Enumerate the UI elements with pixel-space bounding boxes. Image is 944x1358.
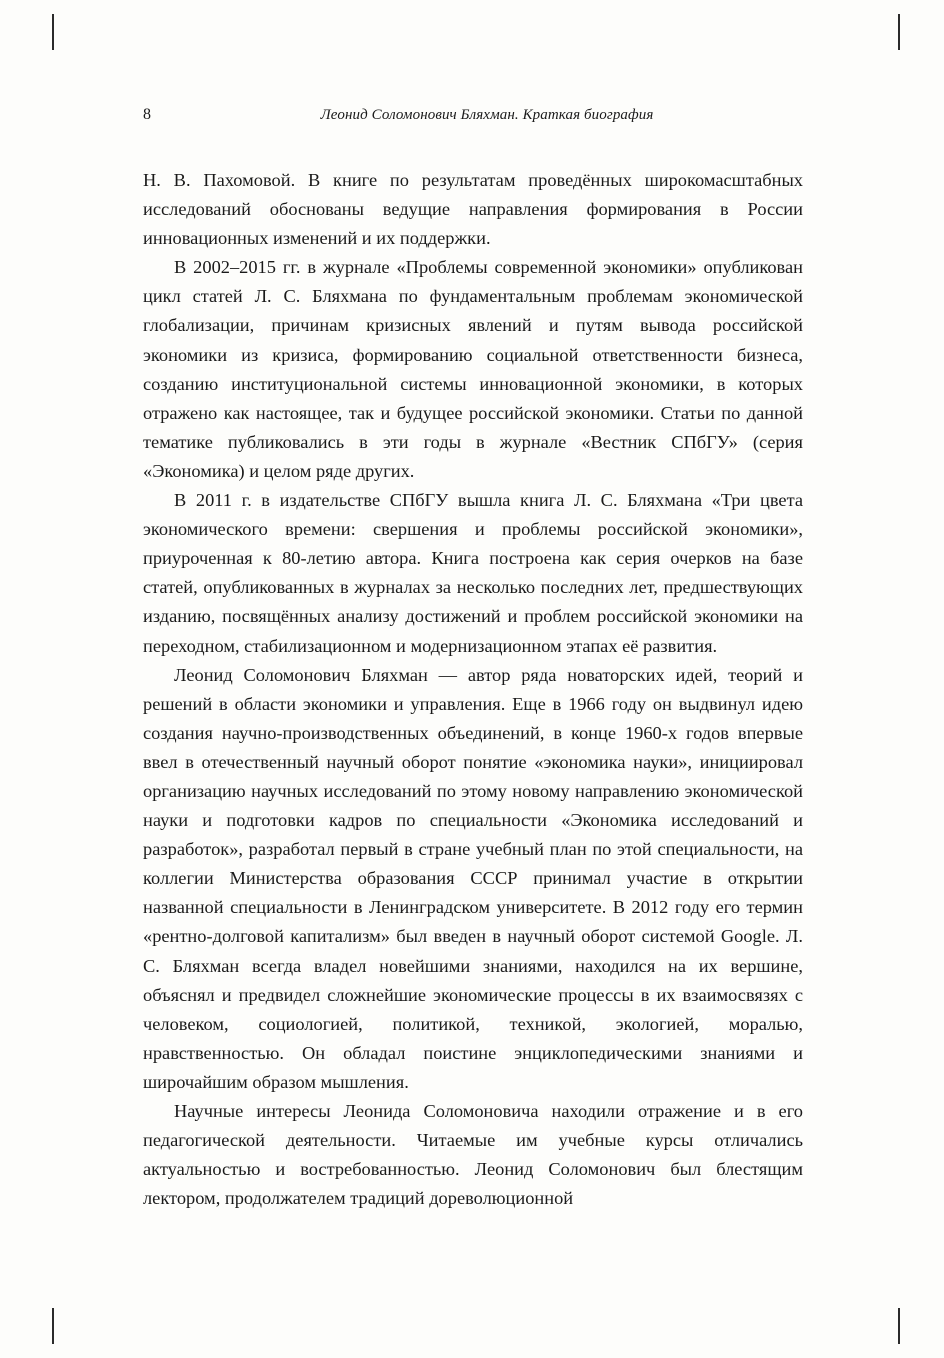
paragraph: Леонид Соломонович Бляхман — автор ряда новаторских идей, теорий и решений в области экономики и управления. Еще в 1966 году он выдвинул идею создания научно-производственных объединений, в конце 1960-х годов впервые ввел в отечественный научный оборот понятие «экономика науки», инициировал организацию научных исследований по этому новому направлению экономической науки и подготовки кадров по специальности «Экономика исследований и разработок», разработал первый в стране учебный план по этой специальности, на коллегии Министерства образования СССР принимал участие в открытии названной специальности в Ленинградском университете. В 2012 году его термин «рентно-долговой капитализм» был введен в научный оборот системой Google. Л. С. Бляхман всегда владел новейшими знаниями, находился на их вершине, объяснял и предвидел сложнейшие экономические процессы в их взаимосвязях с человеком, социологией, политикой, техникой, экологией, моралью, нравственностью. Он обладал поистине энциклопедическими знаниями и широчайшим образом мышления.: [143, 664, 803, 1092]
running-head: [143, 106, 803, 124]
running-head-title: Леонид Соломонович Бляхман. Краткая биография: [320, 107, 654, 123]
page-content: [143, 0, 803, 1213]
paragraph: В 2002–2015 гг. в журнале «Проблемы современной экономики» опубликован цикл статей Л. С. Бляхмана по фундаментальным проблемам экономической глобализации, причинам кризисных явлений и путям вывода российской экономики из кризиса, формированию социальной ответственности бизнеса, созданию институциональной системы инновационной экономики, в которых отражено как настоящее, так и будущее российской экономики. Статьи по данной тематике публиковались в эти годы в журнале «Вестник СПбГУ» (серия «Экономика) и целом ряде других.: [143, 257, 803, 481]
paragraph: Научные интересы Леонида Соломоновича находили отражение и в его педагогической деятельности. Читаемые им учебные курсы отличались актуальностью и востребованностью. Леонид Соломонович был блестящим лектором, продолжателем традиций дореволюционной: [143, 1101, 803, 1209]
crop-mark-top-left: [52, 14, 54, 50]
paragraph: Н. В. Пахомовой. В книге по результатам проведённых широкомасштабных исследований обоснованы ведущие направления формирования в России инновационных изменений и их поддержки.: [143, 170, 803, 249]
page-number: 8: [143, 106, 151, 123]
crop-mark-bottom-left: [52, 1308, 54, 1344]
paragraph: В 2011 г. в издательстве СПбГУ вышла книга Л. С. Бляхмана «Три цвета экономического времени: свершения и проблемы российской экономики», приуроченная к 80-летию автора. Книга построена как серия очерков на базе статей, опубликованных в журналах за несколько последних лет, предшествующих изданию, посвящённых анализу достижений и проблем российской экономики на переходном, стабилизационном и модернизационном этапах её развития.: [143, 490, 803, 656]
crop-mark-top-right: [898, 14, 900, 50]
body-text: [143, 166, 803, 1213]
crop-mark-bottom-right: [898, 1308, 900, 1344]
